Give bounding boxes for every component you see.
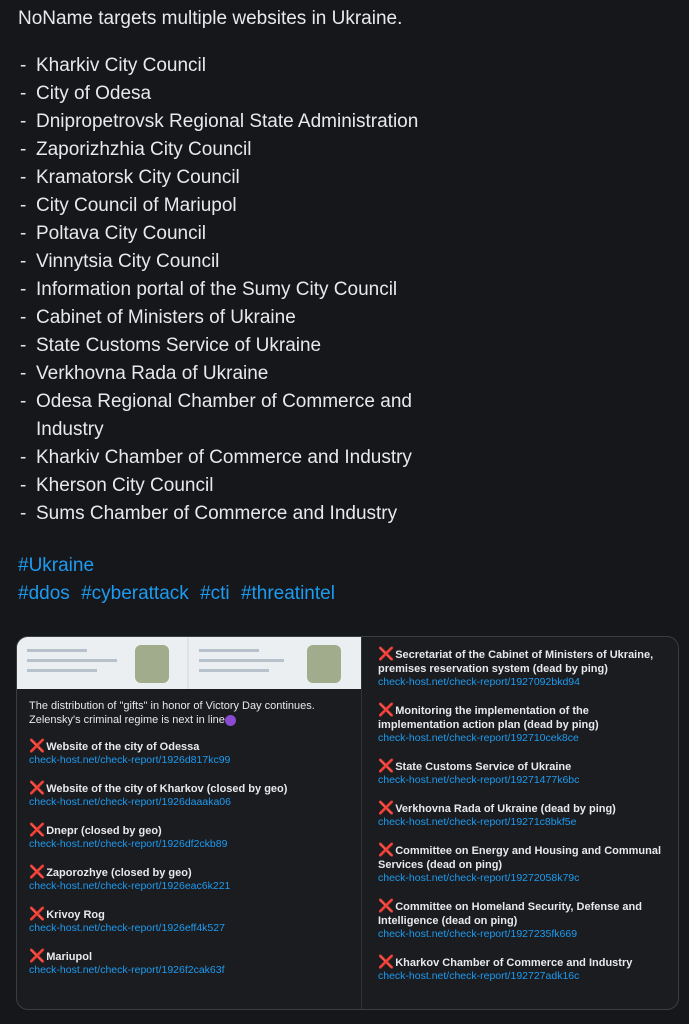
cross-icon: ❌ bbox=[378, 898, 395, 913]
hashtag-link[interactable]: #cti bbox=[200, 583, 230, 604]
message-right bbox=[378, 647, 670, 997]
list-item: ❌Monitoring the implementation of the implementation action plan (dead by ping) check-host.net/check-report/192710cek8ce bbox=[378, 703, 670, 745]
target-item: - Kharkiv City Council bbox=[18, 52, 678, 80]
target-item: - Kharkiv Chamber of Commerce and Industry bbox=[18, 444, 678, 472]
message-left bbox=[29, 699, 351, 991]
cross-icon: ❌ bbox=[378, 702, 395, 717]
cross-icon: ❌ bbox=[29, 822, 46, 837]
post-body bbox=[18, 6, 678, 608]
cross-icon: ❌ bbox=[378, 646, 395, 661]
list-item: ❌State Customs Service of Ukraine check-host.net/check-report/19271477k6bc bbox=[378, 759, 670, 787]
hashtag-line-1 bbox=[18, 552, 678, 580]
list-item: ❌Website of the city of Odessa check-host.net/check-report/1926d817kc99 bbox=[29, 739, 351, 767]
screenshot-right-column bbox=[361, 637, 679, 1009]
list-item: ❌Verkhovna Rada of Ukraine (dead by ping) check-host.net/check-report/19271c8bkf5e bbox=[378, 801, 670, 829]
hashtags bbox=[18, 552, 678, 608]
cross-icon: ❌ bbox=[29, 864, 46, 879]
devil-emoji-icon bbox=[225, 715, 236, 726]
hashtag-link[interactable]: #Ukraine bbox=[18, 555, 95, 576]
target-item: - State Customs Service of Ukraine bbox=[18, 332, 678, 360]
list-item: ❌Krivoy Rog check-host.net/check-report/1926eff4k527 bbox=[29, 907, 351, 935]
report-link[interactable]: check-host.net/check-report/1926f2cak63f bbox=[29, 964, 225, 976]
attached-image[interactable] bbox=[16, 636, 679, 1010]
cross-icon: ❌ bbox=[29, 780, 46, 795]
report-link[interactable]: check-host.net/check-report/1927235fk669 bbox=[378, 928, 578, 940]
post-headline: NoName targets multiple websites in Ukraine. bbox=[18, 8, 403, 29]
cross-icon: ❌ bbox=[378, 842, 395, 857]
preview-image-1 bbox=[17, 637, 187, 689]
report-link[interactable]: check-host.net/check-report/192710cek8ce bbox=[378, 732, 579, 744]
report-link[interactable]: check-host.net/check-report/1926daaaka06 bbox=[29, 796, 231, 808]
cross-icon: ❌ bbox=[378, 800, 395, 815]
list-item: ❌Zaporozhye (closed by geo) check-host.net/check-report/1926eac6k221 bbox=[29, 865, 351, 893]
target-item: - Kramatorsk City Council bbox=[18, 164, 678, 192]
target-item: - Zaporizhzhia City Council bbox=[18, 136, 678, 164]
target-item: - Poltava City Council bbox=[18, 220, 678, 248]
hashtag-link[interactable]: #ddos bbox=[18, 583, 70, 604]
cross-icon: ❌ bbox=[378, 954, 395, 969]
list-item: ❌Mariupol check-host.net/check-report/1926f2cak63f bbox=[29, 949, 351, 977]
target-item: - City of Odesa bbox=[18, 80, 678, 108]
report-link[interactable]: check-host.net/check-report/19271477k6bc bbox=[378, 774, 580, 786]
list-item: ❌Dnepr (closed by geo) check-host.net/check-report/1926df2ckb89 bbox=[29, 823, 351, 851]
preview-images bbox=[17, 637, 361, 689]
screenshot-left-column bbox=[17, 637, 361, 1009]
report-link[interactable]: check-host.net/check-report/19271c8bkf5e bbox=[378, 816, 577, 828]
preview-image-2 bbox=[189, 637, 361, 689]
cross-icon: ❌ bbox=[29, 906, 46, 921]
report-link[interactable]: check-host.net/check-report/1926eac6k221 bbox=[29, 880, 231, 892]
target-item: - Information portal of the Sumy City Council bbox=[18, 276, 678, 304]
target-item: - Dnipropetrovsk Regional State Administration bbox=[18, 108, 678, 136]
report-link[interactable]: check-host.net/check-report/192727adk16c bbox=[378, 970, 580, 982]
target-item: - Kherson City Council bbox=[18, 472, 678, 500]
target-item: - Sums Chamber of Commerce and Industry bbox=[18, 500, 678, 528]
report-link[interactable]: check-host.net/check-report/19272058k79c bbox=[378, 872, 580, 884]
hashtag-line-2 bbox=[18, 580, 678, 608]
report-link[interactable]: check-host.net/check-report/1927092bkd94 bbox=[378, 676, 580, 688]
target-item: - Verkhovna Rada of Ukraine bbox=[18, 360, 678, 388]
cross-icon: ❌ bbox=[378, 758, 395, 773]
list-item: ❌Website of the city of Kharkov (closed by geo) check-host.net/check-report/1926daaaka06 bbox=[29, 781, 351, 809]
list-item: ❌Committee on Energy and Housing and Communal Services (dead on ping) check-host.net/check-report/19272058k79c bbox=[378, 843, 670, 885]
report-link[interactable]: check-host.net/check-report/1926eff4k527 bbox=[29, 922, 225, 934]
hashtag-link[interactable]: #threatintel bbox=[240, 583, 335, 604]
target-list bbox=[18, 52, 678, 528]
report-link[interactable]: check-host.net/check-report/1926df2ckb89 bbox=[29, 838, 228, 850]
target-item: - City Council of Mariupol bbox=[18, 192, 678, 220]
cross-icon: ❌ bbox=[29, 738, 46, 753]
message-intro: The distribution of "gifts" in honor of Victory Day continues. Zelensky's criminal regime is next in line bbox=[29, 700, 315, 726]
list-item: ❌Secretariat of the Cabinet of Ministers of Ukraine, premises reservation system (dead by ping) check-host.net/check-report/1927092bkd94 bbox=[378, 647, 670, 689]
target-item: - Odesa Regional Chamber of Commerce and Industry bbox=[18, 388, 466, 444]
list-item: ❌Committee on Homeland Security, Defense and Intelligence (dead on ping) check-host.net/check-report/1927235fk669 bbox=[378, 899, 670, 941]
target-item: - Cabinet of Ministers of Ukraine bbox=[18, 304, 678, 332]
target-item: - Vinnytsia City Council bbox=[18, 248, 678, 276]
cross-icon: ❌ bbox=[29, 948, 46, 963]
list-item: ❌Kharkov Chamber of Commerce and Industry check-host.net/check-report/192727adk16c bbox=[378, 955, 670, 983]
hashtag-link[interactable]: #cyberattack bbox=[81, 583, 189, 604]
report-link[interactable]: check-host.net/check-report/1926d817kc99 bbox=[29, 754, 231, 766]
